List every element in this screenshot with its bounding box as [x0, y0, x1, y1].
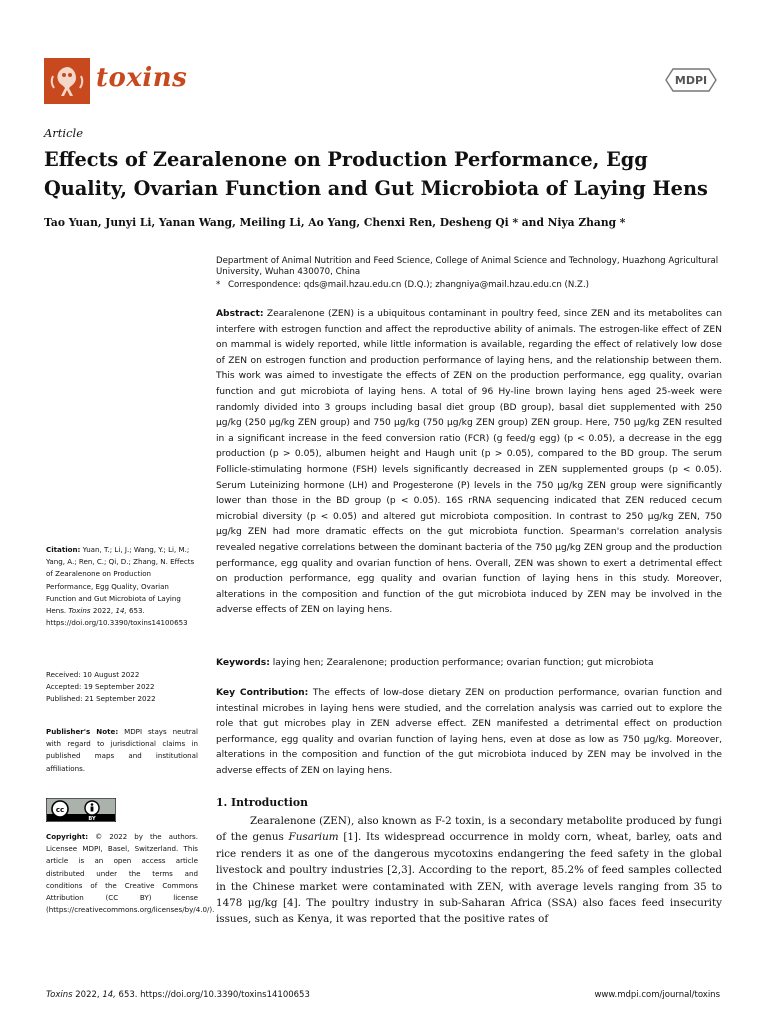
intro-genus: Fusarium: [288, 831, 339, 844]
publishers-note: [46, 726, 198, 775]
received-date: Received: 10 August 2022: [46, 670, 140, 679]
abstract-label: Abstract:: [216, 309, 264, 319]
abstract: [216, 307, 722, 619]
copyright-label: Copyright:: [46, 832, 89, 841]
citation-text: Yuan, T.; Li, J.; Wang, Y.; Li, M.; Yang, A.; Ren, C.; Qi, D.; Zhang, N. Effects of Zearalenone on Production Performance, Egg Quality, Ovarian Function and Gut Microbiota of Laying Hens.: [46, 545, 195, 616]
footer-journal-url[interactable]: www.mdpi.com/journal/toxins: [594, 990, 720, 1000]
mdpi-logo-text: MDPI: [674, 74, 708, 87]
keywords-text: laying hen; Zearalenone; production performance; ovarian function; gut microbiota: [272, 658, 654, 668]
copyright-text: © 2022 by the authors. Licensee MDPI, Basel, Switzerland. This article is an open access article distributed under the terms and conditions of the Creative Commons Attribution (CC BY) license (https://creativecommons.org/licenses/by/4.0/).: [46, 832, 215, 915]
citation-journal: Toxins: [68, 606, 91, 616]
intro-text-a: Zearalenone (ZEN), also known as F-2 toxin, is a secondary metabolite produced by fungi of the genus: [216, 815, 722, 844]
introduction-heading: 1. Introduction: [216, 796, 308, 809]
abstract-text: Zearalenone (ZEN) is a ubiquitous contaminant in poultry feed, since ZEN and its metabolites can interfere with estrogen function and affect the reproductive ability of animals. The estrogen-like effect of ZEN on mammal is widely reported, while little information is available, regarding the effect of relatively low dose of ZEN on estrogen function and production performance of laying hens, and the relationship between them. This work was aimed to investigate the effects of ZEN on the production performance, egg quality, ovarian function and gut microbiota of laying hens. A total of 96 Hy-line brown laying hens aged 25-week were randomly divided into 3 groups including basal diet group (BD group), basal diet supplemented with 250 μg/kg (250 μg/kg ZEN group) and 750 μg/kg (750 μg/kg ZEN group) ZEN group. Here, 750 μg/kg ZEN resulted in a significant increase in the feed conversion ratio (FCR) (g feed/g egg) (p < 0.05), a decrease in the egg production (p > 0.05), albumen height and Haugh unit (p > 0.05), compared to the BD group. The serum Follicle-stimulating hormone (FSH) levels significantly decreased in ZEN supplemented groups (p < 0.05). Serum Luteinizing hormone (LH) and Progesterone (P) levels in the 750 μg/kg ZEN group were significantly lower than those in the BD group (p < 0.05). 16S rRNA sequencing indicated that ZEN reduced cecum microbial diversity (p < 0.05) and altered gut microbiota composition. In contrast to 250 μg/kg ZEN, 750 μg/kg ZEN had more dramatic effects on the gut microbiota function. Spearman's correlation analysis revealed negative correlations between the dominant bacteria of the 750 μg/kg ZEN group and the production performance, egg quality and ovarian function of hens. Overall, ZEN was shown to exert a detrimental effect on production performance, egg quality and ovarian function of laying hens in this study. Moreover, alterations in the composition and function of the gut microbiota induced by ZEN may be involved in the adverse effects of ZEN on laying hens.: [216, 309, 722, 616]
mdpi-logo-icon: [662, 66, 720, 94]
journal-name: toxins: [96, 63, 188, 93]
footer-citation: [46, 990, 310, 1000]
citation-doi[interactable]: 653. https://doi.org/10.3390/toxins14100653: [46, 606, 188, 628]
published-date: Published: 21 September 2022: [46, 694, 156, 704]
copyright-block: [46, 831, 215, 916]
svg-text:cc: cc: [55, 806, 65, 814]
citation-volume: 14,: [115, 606, 127, 616]
publishers-note-text: MDPI stays neutral with regard to jurisdictional claims in published maps and institutional affiliations.: [46, 727, 198, 773]
keywords: [216, 656, 722, 672]
toxins-logo-icon: [44, 58, 90, 104]
intro-text-b: [1]. Its widespread occurrence in moldy corn, wheat, barley, oats and rice renders it as one of the dangerous mycotoxins endangering the feed safety in the global livestock and poultry industries [2,3]. According to the report, 85.2% of feed samples collected in the Chinese market were contaminated with ZEN, with average levels ranging from 35 to 1478 μg/kg [4]. The poultry industry in sub-Saharan Africa (SSA) also faces feed insecurity issues, such as Kenya, it was reported that the positive rates of: [216, 831, 722, 926]
article-type-label: Article: [44, 126, 84, 140]
correspondence-text: Correspondence: qds@mail.hzau.edu.cn (D.Q.); zhangniya@mail.hzau.edu.cn (N.Z.): [228, 280, 590, 290]
accepted-date: Accepted: 19 September 2022: [46, 682, 155, 692]
citation-block: [46, 544, 198, 629]
author-list: Tao Yuan, Junyi Li, Yanan Wang, Meiling Li, Ao Yang, Chenxi Ren, Desheng Qi * and Niya Zhang *: [44, 216, 626, 229]
dates-block: [46, 669, 198, 706]
affiliation: Department of Animal Nutrition and Feed Science, College of Animal Science and Technology, Huazhong Agricultural University, Wuhan 430070, China: [216, 256, 719, 277]
citation-year: 2022,: [92, 606, 114, 616]
introduction-body: [216, 813, 722, 928]
footer-doi[interactable]: 653. https://doi.org/10.3390/toxins14100653: [118, 990, 310, 1000]
footer-year: 2022,: [75, 990, 100, 1000]
keywords-label: Keywords:: [216, 658, 270, 668]
footer-journal: Toxins: [46, 990, 73, 1000]
publishers-note-label: Publisher's Note:: [46, 727, 119, 736]
correspondence: [216, 280, 722, 291]
key-contribution-label: Key Contribution:: [216, 688, 309, 698]
cc-by-text: BY: [88, 816, 96, 822]
footer-volume: 14,: [102, 990, 116, 1000]
key-contribution: [216, 686, 722, 780]
key-contribution-text: The effects of low-dose dietary ZEN on production performance, ovarian function and intestinal microbes in laying hens were studied, and the correlation analysis was carried out to explore the role that gut microbes play in ZEN adverse effect. ZEN manifested a detrimental effect on production performance, egg quality and ovarian function of laying hens, even at dose as low as 750 μg/kg. Moreover, alterations in the composition and function of the gut microbiota induced by ZEN may be involved in the adverse effects of ZEN on laying hens.: [216, 688, 723, 776]
citation-label: Citation:: [46, 545, 81, 554]
correspondence-star: *: [216, 280, 221, 290]
article-title: Effects of Zearalenone on Production Performance, Egg Quality, Ovarian Function and Gut Microbiota of Laying Hens: [44, 148, 708, 200]
cc-by-license-icon[interactable]: [46, 798, 116, 822]
